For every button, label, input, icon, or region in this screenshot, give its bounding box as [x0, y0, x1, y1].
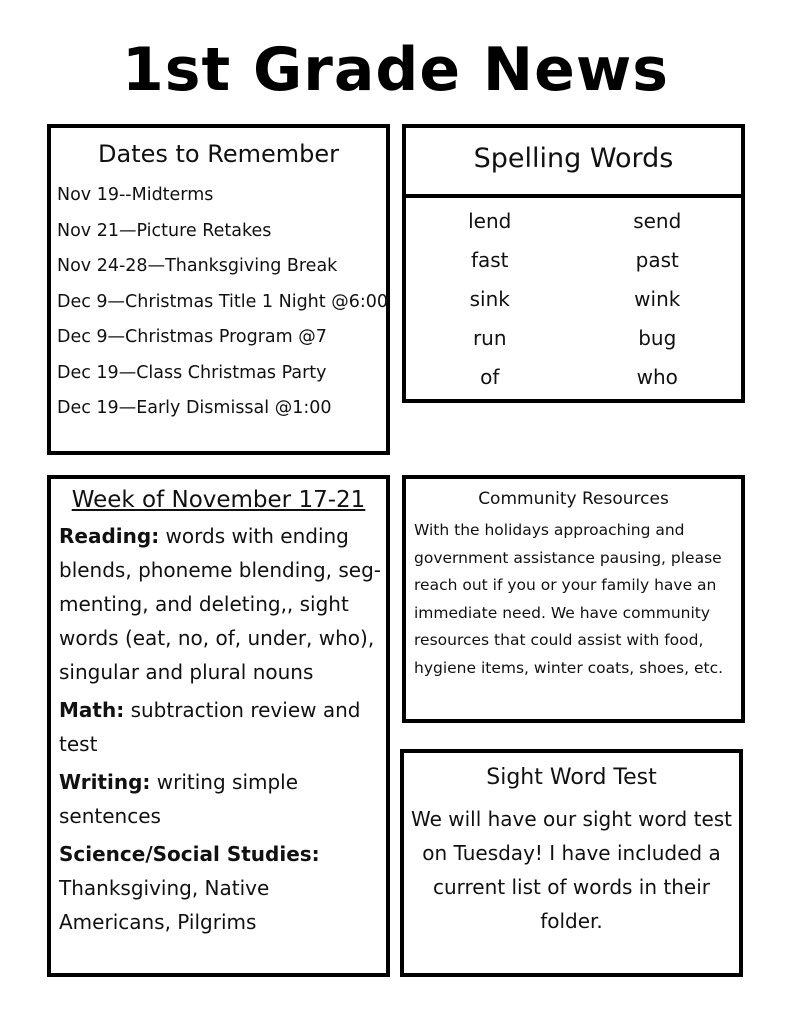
date-item: Dec 19—Early Dismissal @1:00 [57, 398, 332, 418]
spelling-word: sink [469, 287, 510, 311]
community-text: With the holidays approaching and government assistance pausing, please reach out if you or your family have an immediate need. We have community resources that could assist with food, hygiene items, winter coats, shoes, etc. [414, 521, 724, 677]
spelling-word: run [472, 326, 507, 350]
math-label: Math: [59, 698, 125, 722]
date-item: Nov 21—Picture Retakes [57, 220, 272, 241]
writing-text: writing simple sentences [59, 770, 299, 828]
spelling-heading: Spelling Words [473, 143, 674, 174]
spelling-word: of [480, 365, 500, 389]
sight-text: We will have our sight word test on Tuesday! I have included a current list of words in their folder. [410, 807, 733, 933]
dates-heading: Dates to Remember [98, 140, 339, 168]
spelling-words-grid [406, 202, 741, 397]
week-heading: Week of November 17-21 [71, 487, 366, 513]
writing-section [59, 765, 382, 833]
dates-to-remember-box [47, 124, 390, 455]
community-heading: Community Resources [478, 489, 669, 509]
spelling-word: lend [468, 209, 512, 233]
reading-label: Reading: [59, 524, 160, 548]
spelling-words-box [402, 194, 745, 403]
week-of-box [47, 475, 390, 977]
date-item: Dec 9—Christmas Program @7 [57, 327, 327, 347]
page-title: 1st Grade News [122, 35, 669, 105]
spelling-word: wink [634, 287, 681, 311]
dates-list [51, 178, 386, 427]
spelling-word: who [636, 365, 678, 389]
sight-word-test-box [400, 749, 743, 977]
spelling-word: send [633, 209, 682, 233]
date-item: Dec 19—Class Christmas Party [57, 362, 327, 383]
science-section [59, 837, 382, 939]
math-text: subtraction review and test [59, 698, 361, 756]
spelling-words-header-box [402, 124, 745, 198]
reading-section [59, 519, 382, 689]
spelling-word: past [635, 248, 679, 272]
community-resources-box [402, 475, 745, 723]
science-text: Thanksgiving, Native Americans, Pilgrims [59, 876, 270, 934]
spelling-word: bug [638, 326, 677, 350]
reading-text: words with ending blends, phoneme blending, seg-menting, and deleting,, sight words (eat, no, of, under, who), singular and plural nouns [59, 524, 382, 684]
science-label: Science/Social Studies: [59, 842, 320, 866]
date-item: Dec 9—Christmas Title 1 Night @6:00 [57, 291, 388, 312]
date-item: Nov 19--Midterms [57, 185, 214, 205]
spelling-word: fast [470, 248, 509, 272]
math-section [59, 693, 382, 761]
date-item: Nov 24-28—Thanksgiving Break [57, 256, 338, 276]
writing-label: Writing: [59, 770, 151, 794]
sight-heading: Sight Word Test [486, 765, 657, 790]
